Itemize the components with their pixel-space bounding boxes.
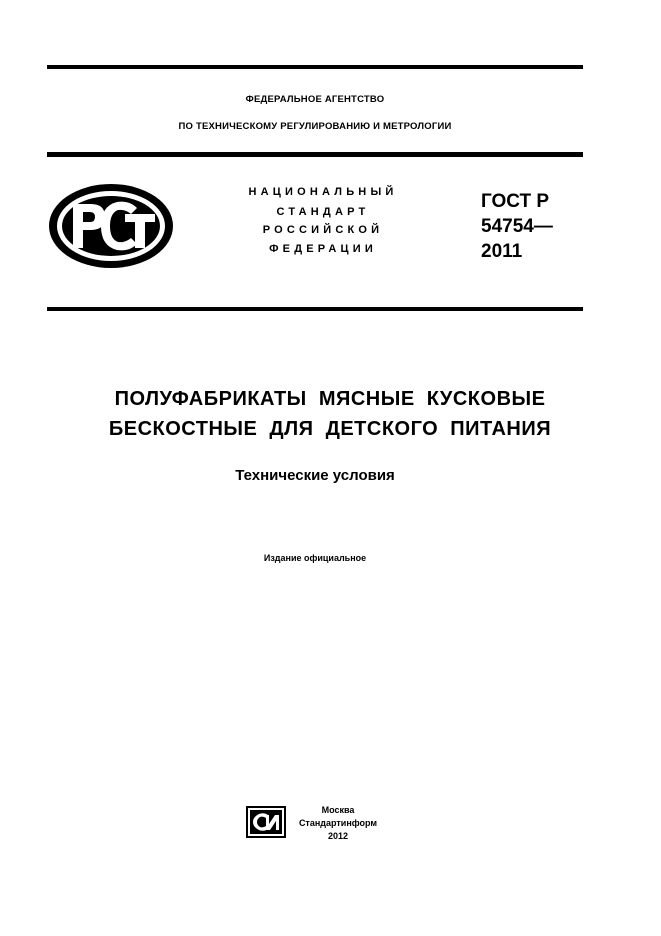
standard-designation-line-3: 2011 <box>481 241 523 262</box>
document-title-line-1: ПОЛУФАБРИКАТЫ МЯСНЫЕ КУСКОВЫЕ <box>114 388 546 410</box>
national-standard-line-3: РОССИЙСКОЙ <box>262 224 384 236</box>
standard-designation-line-1: ГОСТ Р <box>481 191 550 212</box>
publisher-name: Стандартинформ <box>298 818 378 828</box>
agency-name-line-2: ПО ТЕХНИЧЕСКОМУ РЕГУЛИРОВАНИЮ И МЕТРОЛОГИИ <box>178 121 452 132</box>
document-title-line-2: БЕСКОСТНЫЕ ДЛЯ ДЕТСКОГО ПИТАНИЯ <box>108 418 552 440</box>
national-standard-line-4: ФЕДЕРАЦИИ <box>269 243 377 255</box>
document-subtitle: Технические условия <box>235 467 395 484</box>
standard-designation-line-2: 54754— <box>481 216 553 237</box>
bottom-rule <box>47 307 583 311</box>
agency-name-line-1: ФЕДЕРАЛЬНОЕ АГЕНТСТВО <box>245 94 385 105</box>
middle-rule <box>47 152 583 157</box>
national-standard-line-2: СТАНДАРТ <box>276 206 370 218</box>
publisher-city: Москва <box>321 805 355 815</box>
national-standard-line-1: НАЦИОНАЛЬНЫЙ <box>248 186 398 198</box>
top-rule <box>47 65 583 69</box>
edition-note: Издание официальное <box>263 553 367 563</box>
gost-r-logo <box>47 182 175 270</box>
standartinform-logo <box>246 806 286 838</box>
publication-year: 2012 <box>327 831 349 841</box>
